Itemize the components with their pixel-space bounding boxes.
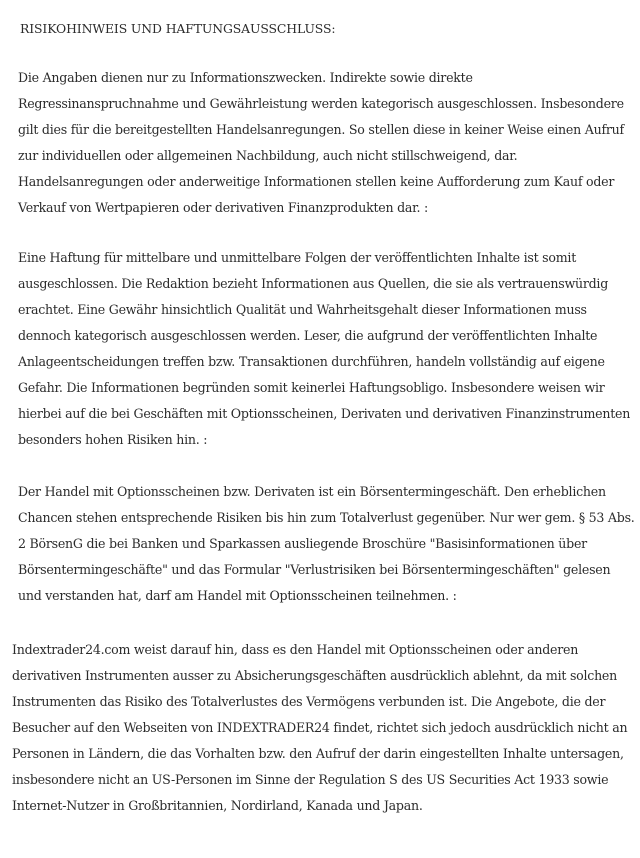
- paragraph-line: Gefahr. Die Informationen begründen somit keinerlei Haftungsobligo. Insbesondere weisen wir: [18, 380, 605, 395]
- paragraph-line: ausgeschlossen. Die Redaktion bezieht Informationen aus Quellen, die sie als vertrauenswürdig: [18, 276, 609, 291]
- paragraph-line: besonders hohen Risiken hin. :: [18, 432, 208, 447]
- paragraph-line: Instrumenten das Risiko des Totalverlustes des Vermögens verbunden ist. Die Angebote, die der: [12, 694, 606, 709]
- disclaimer-paragraph-futures-trading: [18, 479, 635, 609]
- paragraph-line: Chancen stehen entsprechende Risiken bis hin zum Totalverlust gegenüber. Nur wer gem. § 53 Abs.: [18, 510, 635, 525]
- paragraph-line: gilt dies für die bereitgestellten Handelsanregungen. So stellen diese in keiner Weise einen Aufruf: [18, 122, 624, 137]
- paragraph-line: dennoch kategorisch ausgeschlossen werden. Leser, die aufgrund der veröffentlichten Inhalte: [18, 328, 598, 343]
- paragraph-line: insbesondere nicht an US-Personen im Sinne der Regulation S des US Securities Act 1933 sowie: [12, 772, 609, 787]
- disclaimer-heading: RISIKOHINWEIS UND HAFTUNGSAUSSCHLUSS:: [20, 21, 336, 36]
- paragraph-line: Die Angaben dienen nur zu Informationszwecken. Indirekte sowie direkte: [18, 70, 473, 85]
- paragraph-line: Internet-Nutzer in Großbritannien, Nordirland, Kanada und Japan.: [12, 798, 423, 813]
- paragraph-line: Börsentermingeschäfte" und das Formular "Verlustrisiken bei Börsentermingeschäften" gelesen: [18, 562, 611, 577]
- paragraph-line: und verstanden hat, darf am Handel mit Optionsscheinen teilnehmen. :: [18, 588, 457, 603]
- disclaimer-paragraph-information-purpose: [18, 65, 624, 221]
- paragraph-line: Indextrader24.com weist darauf hin, dass es den Handel mit Optionsscheinen oder anderen: [12, 642, 579, 657]
- paragraph-line: derivativen Instrumenten ausser zu Absicherungsgeschäften ausdrücklich ablehnt, da mit solchen: [12, 668, 618, 683]
- paragraph-line: Handelsanregungen oder anderweitige Informationen stellen keine Aufforderung zum Kauf oder: [18, 174, 615, 189]
- paragraph-line: 2 BörsenG die bei Banken und Sparkassen ausliegende Broschüre "Basisinformationen über: [18, 536, 587, 551]
- paragraph-line: Eine Haftung für mittelbare und unmittelbare Folgen der veröffentlichten Inhalte ist somit: [18, 250, 576, 265]
- paragraph-line: Anlageentscheidungen treffen bzw. Transaktionen durchführen, handeln vollständig auf eigene: [18, 354, 605, 369]
- paragraph-line: Besucher auf den Webseiten von INDEXTRADER24 findet, richtet sich jedoch ausdrücklich nicht an: [12, 720, 628, 735]
- disclaimer-paragraph-indextrader24: [12, 637, 627, 819]
- paragraph-line: Personen in Ländern, die das Vorhalten bzw. den Aufruf der darin eingestellten Inhalte untersagen,: [12, 746, 624, 761]
- paragraph-line: erachtet. Eine Gewähr hinsichtlich Qualität und Wahrheitsgehalt dieser Informationen muss: [18, 302, 587, 317]
- paragraph-line: zur individuellen oder allgemeinen Nachbildung, auch nicht stillschweigend, dar.: [18, 148, 518, 163]
- paragraph-line: Der Handel mit Optionsscheinen bzw. Derivaten ist ein Börsentermingeschäft. Den erheblichen: [18, 484, 606, 499]
- paragraph-line: hierbei auf die bei Geschäften mit Optionsscheinen, Derivaten und derivativen Finanzinstrumenten: [18, 406, 631, 421]
- paragraph-line: Regressinanspruchnahme und Gewährleistung werden kategorisch ausgeschlossen. Insbesondere: [18, 96, 624, 111]
- disclaimer-paragraph-liability: [18, 245, 630, 453]
- paragraph-line: Verkauf von Wertpapieren oder derivativen Finanzprodukten dar. :: [18, 200, 429, 215]
